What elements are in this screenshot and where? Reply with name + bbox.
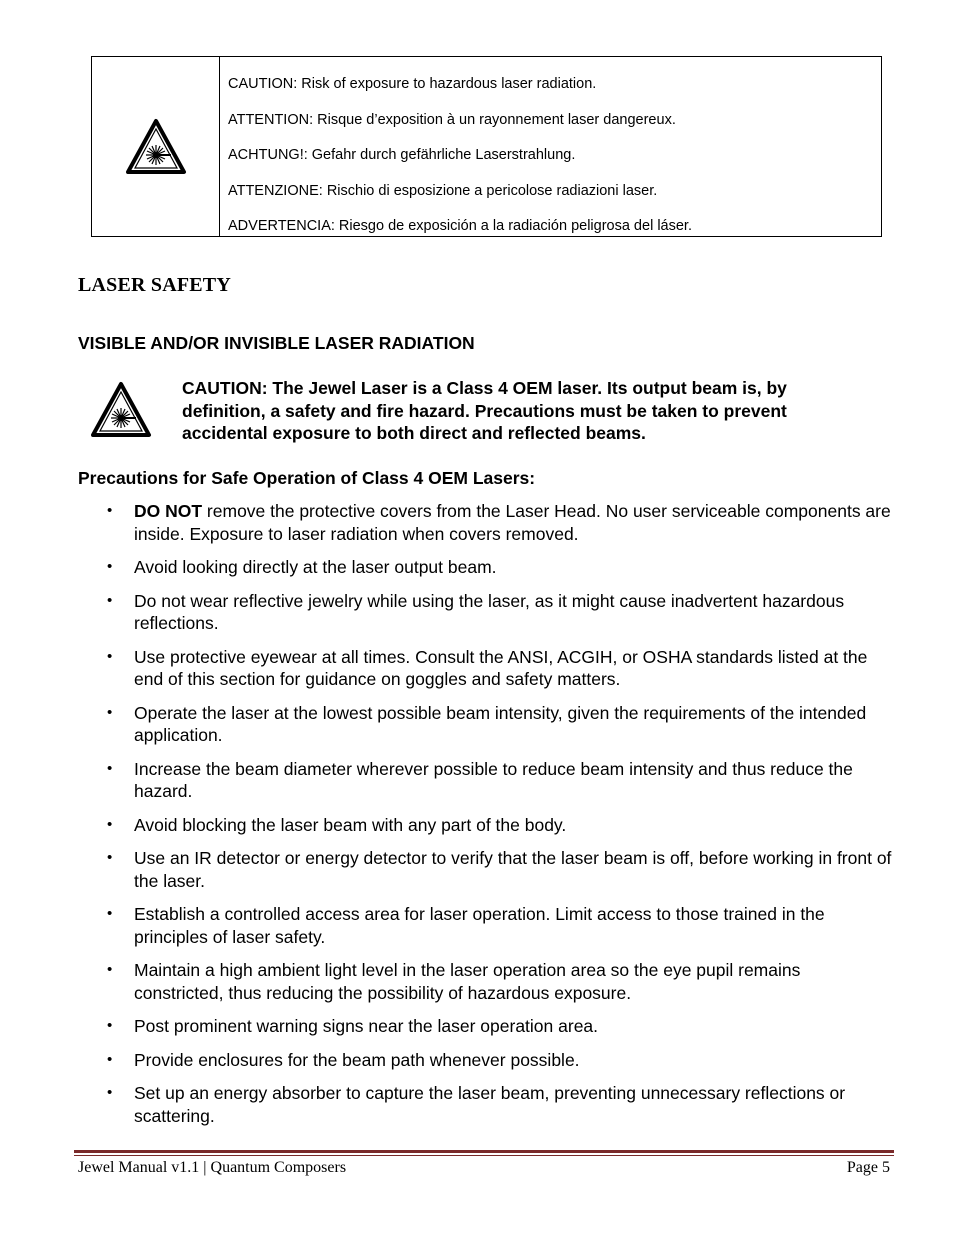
list-item-text: Use protective eyewear at all times. Consult the ANSI, ACGIH, or OSHA standards listed at the end of this section for guidance on goggles and safety matters. [134, 646, 868, 689]
warning-line-en: CAUTION: Risk of exposure to hazardous laser radiation. [228, 76, 597, 92]
list-item [104, 1015, 894, 1038]
bullet-icon: • [107, 1050, 113, 1068]
bullet-icon: • [107, 961, 113, 978]
list-item [104, 500, 894, 545]
list-item-text: Establish a controlled access area for laser operation. Limit access to those trained in the principles of laser safety. [134, 904, 825, 947]
precautions-title: Precautions for Safe Operation of Class 4 OEM Lasers: [78, 468, 536, 488]
precautions-list [104, 500, 894, 1138]
bullet-icon: • [107, 905, 113, 922]
bullet-icon: • [107, 1017, 113, 1034]
list-item [104, 702, 894, 747]
list-item-text: Operate the laser at the lowest possible beam intensity, given the requirements of the intended application. [134, 702, 867, 745]
list-item-text: Use an IR detector or energy detector to verify that the laser beam is off, before working in front of the laser. [134, 848, 892, 891]
list-item-text: Provide enclosures for the beam path whenever possible. [134, 1049, 580, 1070]
warning-line-es: ADVERTENCIA: Riesgo de exposición a la radiación peligrosa del láser. [228, 218, 692, 234]
laser-hazard-icon [90, 381, 152, 439]
list-item [104, 1082, 894, 1127]
bullet-icon: • [107, 849, 113, 866]
caution-statement: CAUTION: The Jewel Laser is a Class 4 OEM laser. Its output beam is, by definition, a safety and fire hazard. Precautions must be taken to prevent accidental exposure to both direct and reflected beams. [182, 378, 787, 443]
bullet-icon: • [107, 815, 113, 833]
list-item-text: Avoid blocking the laser beam with any part of the body. [134, 814, 567, 835]
bullet-icon: • [107, 703, 113, 721]
list-item [104, 590, 894, 635]
footer-divider [74, 1150, 894, 1156]
list-item-text: Set up an energy absorber to capture the laser beam, preventing unnecessary reflections or scattering. [134, 1083, 846, 1126]
list-item [104, 847, 894, 892]
list-item [104, 814, 894, 837]
list-item-emphasis: DO NOT [134, 501, 203, 521]
bullet-icon: • [107, 558, 113, 575]
list-item [104, 903, 894, 948]
section-title: LASER SAFETY [78, 274, 231, 296]
warning-line-fr: ATTENTION: Risque d’exposition à un rayonnement laser dangereux. [228, 111, 676, 128]
list-item [104, 959, 894, 1004]
laser-hazard-icon [125, 118, 187, 176]
list-item-text: Post prominent warning signs near the laser operation area. [134, 1016, 599, 1036]
warning-line-it: ATTENZIONE: Rischio di esposizione a pericolose radiazioni laser. [228, 182, 658, 199]
list-item-text: remove the protective covers from the Laser Head. No user serviceable components are inside. Exposure to laser radiation when covers removed. [134, 501, 891, 544]
list-item-text: Increase the beam diameter wherever possible to reduce beam intensity and thus reduce the hazard. [134, 758, 853, 801]
list-item-text: Maintain a high ambient light level in the laser operation area so the eye pupil remains constricted, thus reducing the possibility of hazardous exposure. [134, 960, 801, 1003]
warning-text-cell [220, 57, 881, 236]
list-item-text: Do not wear reflective jewelry while using the laser, as it might cause inadvertent hazardous reflections. [134, 590, 845, 633]
warning-table [91, 56, 882, 237]
bullet-icon: • [107, 591, 113, 609]
bullet-icon: • [107, 502, 113, 519]
list-item [104, 758, 894, 803]
warning-icon-cell [92, 57, 220, 236]
list-item [104, 646, 894, 691]
list-item [104, 1049, 894, 1072]
bullet-icon: • [107, 759, 113, 777]
subsection-title: VISIBLE AND/OR INVISIBLE LASER RADIATION [78, 333, 475, 353]
list-item [104, 556, 894, 579]
bullet-icon: • [107, 1084, 113, 1101]
footer-document-title: Jewel Manual v1.1 | Quantum Composers [78, 1159, 347, 1176]
list-item-text: Avoid looking directly at the laser output beam. [134, 557, 497, 577]
bullet-icon: • [107, 647, 113, 665]
warning-line-de: ACHTUNG!: Gefahr durch gefährliche Laserstrahlung. [228, 147, 576, 163]
page-number: Page 5 [846, 1159, 890, 1176]
